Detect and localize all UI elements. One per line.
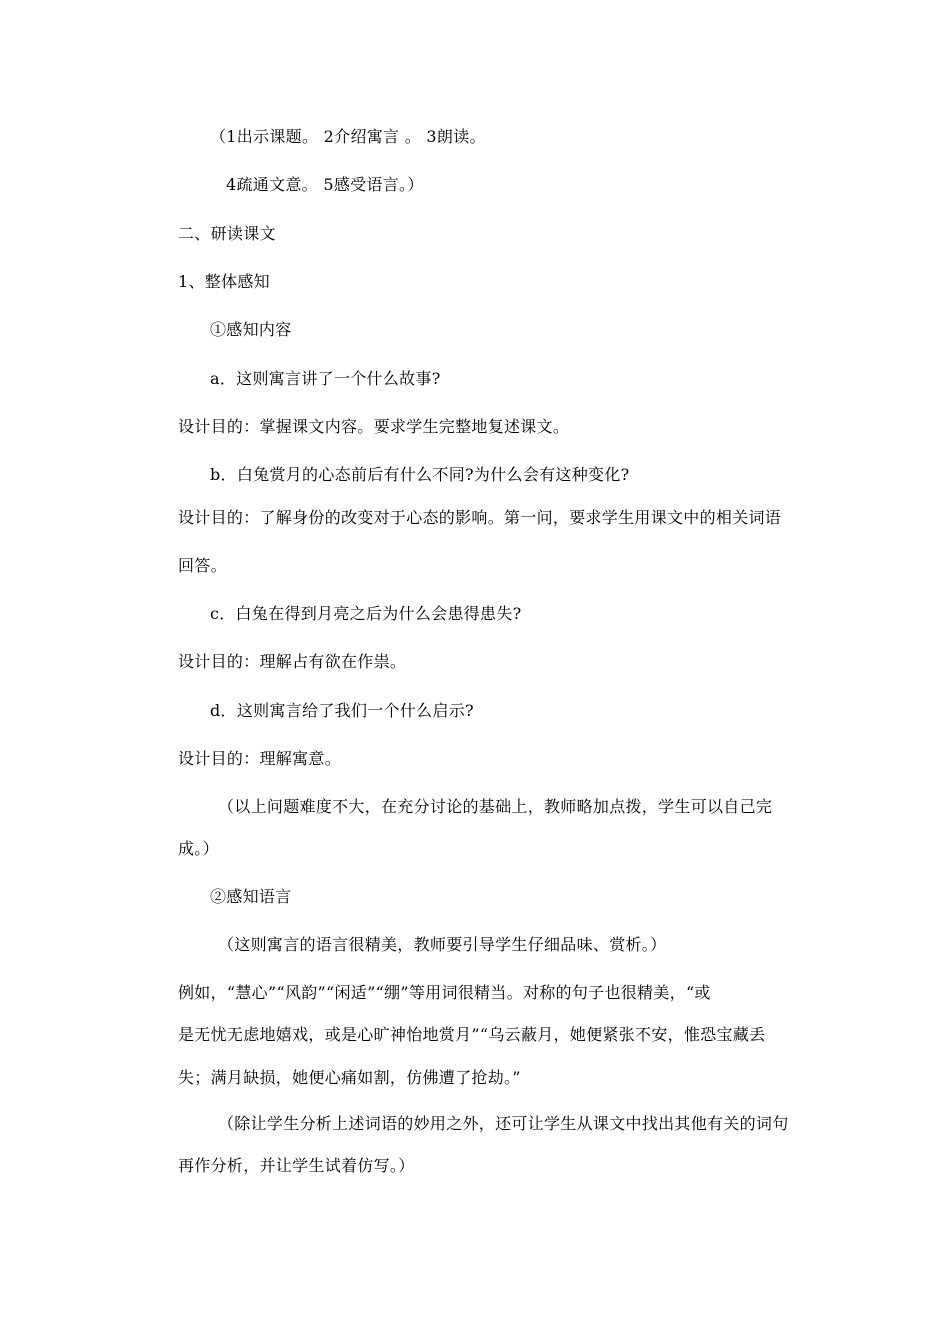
section-heading: 二、研读课文 (178, 224, 276, 243)
note-3: （除让学生分析上述词语的妙用之外，还可让学生从课文中找出其他有关的词句 (218, 1114, 789, 1133)
purpose-b: 设计目的：了解身份的改变对于心态的影响。第一问，要求学生用课文中的相关词语 (178, 508, 782, 527)
purpose-d: 设计目的：理解寓意。 (178, 749, 342, 768)
purpose-c: 设计目的：理解占有欲在作祟。 (178, 652, 407, 671)
question-d: d．这则寓言给了我们一个什么启示? (210, 701, 474, 720)
note-1-cont: 成。） (178, 839, 219, 858)
text-line-1: （1出示课题。 2介绍寓言 。 3朗读。 (210, 127, 486, 146)
note-1: （以上问题难度不大，在充分讨论的基础上，教师略加点拨，学生可以自己完 (218, 797, 773, 816)
question-a: a．这则寓言讲了一个什么故事? (210, 369, 441, 388)
note-2: （这则寓言的语言很精美，教师要引导学生仔细品味、赏析。） (218, 935, 667, 954)
example-line-2: 是无忧无虑地嬉戏，或是心旷神怡地赏月”“乌云蔽月，她便紧张不安，惟恐宝藏丢 (178, 1025, 766, 1044)
text-line-2: 4疏通文意。 5感受语言。） (226, 175, 424, 194)
example-line-1: 例如，“慧心”“风韵”“闲适”“绷”等用词很精当。对称的句子也很精美，“或 (178, 983, 711, 1002)
note-3-cont: 再作分析，并让学生试着仿写。） (178, 1156, 415, 1175)
question-c: c．白兔在得到月亮之后为什么会患得患失? (210, 604, 522, 623)
subsection-heading: 1、整体感知 (178, 272, 270, 291)
question-b: b．白兔赏月的心态前后有什么不同?为什么会有这种变化? (210, 465, 630, 484)
purpose-b-cont: 回答。 (178, 556, 227, 575)
sub-heading-content: ①感知内容 (210, 320, 292, 339)
sub-heading-language: ②感知语言 (210, 887, 292, 906)
example-line-3: 失；满月缺损，她便心痛如割，仿佛遭了抢劫。” (178, 1068, 521, 1087)
purpose-a: 设计目的：掌握课文内容。要求学生完整地复述课文。 (178, 417, 570, 436)
